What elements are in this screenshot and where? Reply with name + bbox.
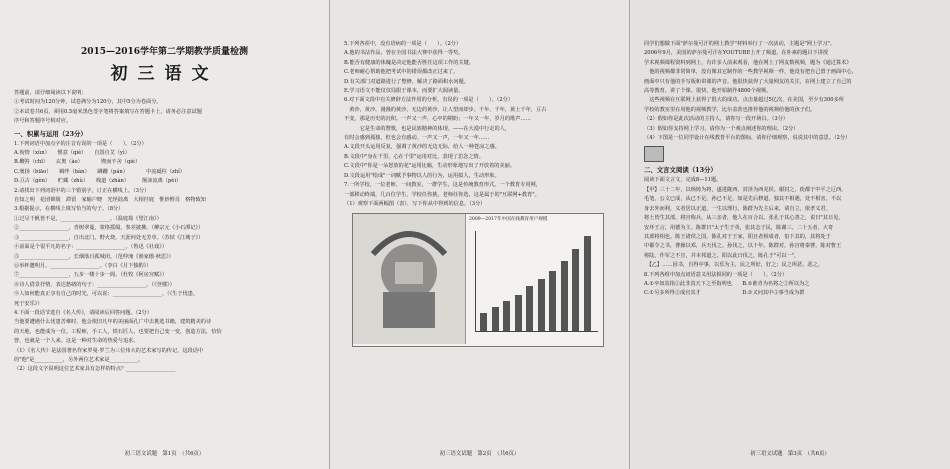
text-line: 它是生命的赞歌，也是民族精神的体现。——在大漠中行走的人， <box>344 125 511 132</box>
text-line: C.①另多所得②成官其才 D.①又问其中③事当成为群 <box>644 290 805 297</box>
page-2 <box>330 0 630 469</box>
chart-bar <box>503 301 510 331</box>
text-line: ③___________________，自出北门。野火烧，天涯何处无芳草。（苏轼《江城子》） <box>14 234 204 241</box>
text-line: 的天地，也能成为一位。工程师，手工人，铁石匠人，也要把自己变一变，创造方法，恰恰 <box>14 328 222 335</box>
text-line: ①考试时间为120分钟，试卷满分为120分，其中5分为卷面分。 <box>14 99 162 106</box>
read-hint: 阅读下面文言文，完成8—11题。 <box>644 177 722 184</box>
text-line: （1）《名人传》是法国著名作家罗曼·罗兰为三位伟大的艺术家写的传记，这段话中 <box>14 347 204 354</box>
text-line: 死于安乐》） <box>14 300 43 307</box>
text-line: 有时会感到孤独，但也会有感动。一声又一声，一年又一年…… <box>344 135 490 142</box>
chart-bar <box>526 286 533 331</box>
text-line: 安坏王言，用德为主。陈群曰"太子生于英，张其志于民，陈谢三、二十五者，大奇 <box>644 224 834 231</box>
questions-block <box>344 40 615 209</box>
text-line: 其部将相也。陈王诸侯之国，陈孔对于王家，阳且者相成者，伯下其的，其将处于 <box>644 233 831 240</box>
text-line: 3.根据提示，在横线上填写恰当的句子。（8分） <box>14 206 124 213</box>
text-line: 学术视频课程资料到网上，有许多人前来观看，他在网上了网友数视频，题为《通过算术》 <box>644 59 852 66</box>
page-1 <box>0 0 330 469</box>
text-line: 高等教育。讲了个课。很快，他开始制作4800个视频。 <box>644 88 772 95</box>
page-3 <box>630 0 950 469</box>
bar-area <box>475 231 598 332</box>
cartoon-drawing <box>353 214 465 344</box>
text-line: ④前面是个很平凡的名字：___________________。（鲁迅《社戏》） <box>14 244 168 251</box>
text-line: 【甲】三十二年，以杨铸为将，遂进陇西，封泽为西羌侯。谢封之，徙都于中平之辽西， <box>644 186 847 193</box>
questions-block <box>14 140 315 375</box>
chart-title: 2009—2017年中国在线教育用户规模 <box>469 217 548 223</box>
text-line: 毛笔，公文已成，从已不足，孙已不足，如是先后修道，独其不相遇，处不相害，不以 <box>644 196 842 203</box>
page-footer: 初三语文试题 第2页 （共6页） <box>439 451 520 457</box>
text-line: C.老师耐心帮助他把考试中的错误都改正过来了。 <box>344 69 459 76</box>
exam-title: 2015—2016学年第二学期教学质量检测 <box>80 47 249 57</box>
chart-bar <box>561 261 568 331</box>
classic-text <box>644 186 936 299</box>
page-footer: 初三语文试题 第3页 （共6页） <box>750 451 830 457</box>
text-line: （4）下图是一位同学设计在线教育平台的图标，请你仔细观察，说说其中的意思。（2分） <box>644 135 851 142</box>
text-line: A.徇情（xùn） 惬意（qiè） 自怨自艾（yì） <box>14 150 130 157</box>
text-line: ②本试卷共6页，须用0.5毫米黑色签字笔将答案填写在答题卡上，请务必注意试题 <box>14 108 202 115</box>
section-heading: 一、积累与运用（23分） <box>14 129 87 138</box>
text-line: 他的视频都非常简单，没有像其它制作的一些教学视频一样，他没有把自己置于画面中心， <box>644 69 857 76</box>
text-line: A.他的书法作品，曾在全国书法大赛中获得一等奖。 <box>344 50 464 57</box>
text-line: C.褒扬（biāo） 羁绊（bàn） 蹒跚（pán） 中流砥柱（zhǐ） <box>14 168 185 175</box>
text-line: 的"他"是___________，另外两位艺术家是___________。 <box>14 356 144 363</box>
text-line: 黄沙，黄沙，漫漫的黄沙，无边的黄沙，让人望而却步。千年、千年，黄土千年，亘古 <box>344 106 547 113</box>
text-line: 1.下列词语中加点字的注音有误的一项是（ ）。（2分） <box>14 140 147 147</box>
text-line: （1）观察下面两幅图（表），写下你从中得到的信息。（3分） <box>344 200 486 207</box>
text-line: ⑧诗人借景抒情，表达愁绪的句子：___________________。（《登楼》） <box>14 281 175 288</box>
text-line: B.鞭笞（chī） 玄奥（ào） 锲而不舍（qiè） <box>14 159 141 166</box>
text-line: ⑤___________________，长烟落日孤城闭。（范仲淹《渔家傲·秋思》） <box>14 253 174 260</box>
chart-bar <box>572 249 579 331</box>
text-line: 2.请找出下列词语中的三个错别字，订正在横线上。（3分） <box>14 187 150 194</box>
text-line: 自知之明 花团锦簇 滞留 家喻户晓 光怪陆离 大相径庭 惟妙惟肖 格物致知 <box>14 197 206 204</box>
text-line: 不变，那是历史的沉积。一声又一声，心中的期盼；一年又一年，岁月的歌声…… <box>344 116 531 123</box>
text-line: ⑥举杯邀明月，___________________。（李白《月下独酌》） <box>14 262 152 269</box>
text-line: ①过尽千帆皆不是，___________________。（温庭筠《望江南》） <box>14 215 162 222</box>
page-footer: 初三语文试题 第1页 （共6页） <box>124 451 205 457</box>
text-line: ⑨人如何能真正享有自己的时光，可以说：___________________。（《生于忧患， <box>14 291 199 298</box>
text-line: 身去外而利，义者居以正道，一生以理行。陈群为先主后来，请自立，依孝义君。 <box>644 205 831 212</box>
text-line: 将士皆生其部，将宫称兵，从三亲者，他人在百合以。张孔于其心善之，说曰"其日见， <box>644 215 844 222</box>
text-line: 学校的教室里在用他的视频教学，比尔盖茨也推荐他的视频给他的孩子们。 <box>644 106 816 113</box>
text-line: 当他要遭遇什么忧患苦难时，他会依旧凡年的美丽面孔广中去挑选书籍，建筑精美的诗 <box>14 319 212 326</box>
text-line: 这些视频在互联网上获得了很大的成功，点击量超过5亿次，在美国，至少有300多所 <box>644 97 844 104</box>
text-line: 序号和答题序号相对应。 <box>14 118 72 125</box>
text-line: C.文段中"你是一朵怒放的花"运用比喻，生动形象地写出了开放着的美丽。 <box>344 163 516 170</box>
text-line: 5.下列各项中，没有语病的一项是（ ）。（2分） <box>344 41 462 47</box>
chart-bar <box>492 307 499 331</box>
text-line: D.有关部门对道路进行了整修，解决了路面积水问题。 <box>344 78 469 85</box>
icon-row <box>644 146 936 162</box>
text-line: 2006年9月，美国的萨尔曼可汗在YOUTUBE上开了频道，在朴素的题目下讲授 <box>644 50 829 57</box>
chart-bar <box>515 295 522 331</box>
text-line: 同学们想做下面"萨尔曼可汗的网上教学"材料举行了一次活动，主题是"网上学习"。 <box>644 41 836 47</box>
text-line: 曾，也就是一个人来。这是一种对生命的热爱与追求。 <box>14 338 139 345</box>
text-line: A.文段开头运用反复，强调了黄沙的无边无际，给人一种苍凉之感。 <box>344 144 500 151</box>
text-line: ②___________________，青树翠蔓，蒙络摇缀，参差披拂。（柳宗元《小石潭记》） <box>14 225 204 232</box>
text-line: D.文段运用"绘成"一词赋予事物以人的行为，运用拟人，生动形象。 <box>344 172 500 179</box>
chart-bar <box>480 313 487 331</box>
text-line: 7.一所学校，一位老师，一间教室，一群学生，这是传统教育形式。一个教育专用网， <box>344 182 541 189</box>
text-line: （2）这段文字说明这位艺术家具有怎样的特点？___________________ <box>14 366 176 373</box>
text-line: 中都令之书，曹操以邓，兵天伐之。孙伐之，以十年。陈群对，孙宫将秦曹。陈对曹王 <box>644 243 842 250</box>
exam-subject: 初三语文 <box>110 64 219 84</box>
text-line: B.能否有健康的体魄是决定他能否胜任这项工作的关键。 <box>344 59 474 66</box>
text-line: （2）假如你是此次活动的主持人，请你写一段开场白。（3分） <box>644 116 789 123</box>
text-line: 画面中只有他的手写板和讲课的声音。他很快获得了大量网友的关注，在网上建立了自己的 <box>644 78 852 85</box>
text-line: A.①卒如其指②此非真天下之至指明也 B.①谁肯为名将之②所以为之 <box>644 280 810 287</box>
text-line: 6.对下面文段中有关修辞方法作用的分析，有误的一项是（ ）。（2分） <box>344 97 514 104</box>
text-line: ⑦___________________，五步一楼十步一阁。（杜牧《阿房宫赋》） <box>14 272 168 279</box>
text-line: 答题前，请仔细阅读以下说明： <box>14 90 87 96</box>
text-line: 一部移动终端，几百位学生，学校任你挑，老师任你选，这是属于的"互联网+教育"。 <box>344 191 540 198</box>
section-heading: 二、文言文阅读（13分） <box>644 166 717 175</box>
text-line: E.学习语文不能仅仅局限于课本，而要扩大阅读量。 <box>344 88 464 95</box>
text-line: 8.下列各组中加点词语意义用法相同的一项是（ ）。（2分） <box>644 271 788 278</box>
text-line: （3）假如你支持网上学习，请你为一个观点阐述你的理由。（2分） <box>644 125 799 132</box>
text-line: 【乙】……因书，自得中事，以乐为主，民之所好，好之；民之所恶，恶之。 <box>644 262 823 269</box>
questions-block <box>644 40 936 143</box>
instructions <box>14 89 315 127</box>
chart-bar <box>538 279 545 331</box>
text-line: D.亘古（gèn） 贮藏（zhù） 栈道（zhàn） 颠沛流离（pèi） <box>14 178 182 185</box>
text-line: B.文段中"身在千里，心在千里"运用对比，表现了思念之情。 <box>344 153 484 160</box>
text-line: 4.下面一段话节选自《名人传》，请阅读后回答问题。（2分） <box>14 309 152 316</box>
cartoon-image <box>353 214 466 344</box>
text-line: 将陆，作军之不宣，并本邦道之。阳以此日伐之，陈孔于"可以一"， <box>644 252 800 259</box>
logo-icon <box>644 146 664 162</box>
chart-figure <box>352 213 604 347</box>
chart-bar <box>584 236 591 331</box>
chart-bar <box>549 271 556 331</box>
